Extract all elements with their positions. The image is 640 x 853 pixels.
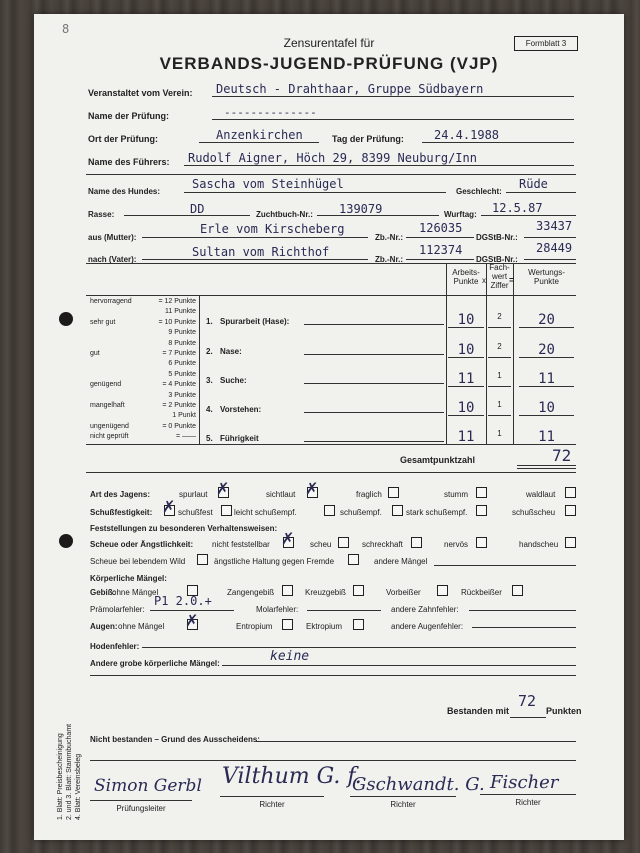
gebiss-opt-kreuz: Kreuzgebiß: [305, 588, 346, 597]
role-richter-3: Richter: [515, 798, 541, 807]
formblatt-box: Formblatt 3: [514, 36, 578, 51]
schuss-label: Schußfestigkeit:: [90, 508, 153, 517]
col-x-header: x: [482, 276, 486, 285]
name-pruefung-label: Name der Prüfung:: [88, 111, 170, 121]
fuehrer-value: Rudolf Aigner, Höch 29, 8399 Neuburg/Inn: [188, 151, 477, 165]
jagen-opt-spurlaut: spurlaut: [179, 490, 208, 499]
zuchtbuch-label: Zuchtbuch-Nr.:: [256, 210, 313, 219]
mutter-dgstb-value: 33437: [536, 219, 573, 233]
form-main-title: VERBANDS-JUGEND-PRÜFUNG (VJP): [159, 54, 499, 73]
row-points: 11: [457, 371, 475, 387]
checkbox-entropium[interactable]: [282, 619, 293, 630]
scale-label: nicht geprüft: [90, 433, 129, 441]
jagen-label: Art des Jagens:: [90, 490, 151, 499]
mutter-label: aus (Mutter):: [88, 233, 137, 242]
checkbox-stumm[interactable]: [476, 487, 487, 498]
row-score: 20: [538, 342, 555, 358]
checkbox-ektropium[interactable]: [353, 619, 364, 630]
col-arbeit-header: Arbeits- Punkte: [452, 268, 480, 286]
row-points: 10: [457, 312, 475, 328]
ort-value: Anzenkirchen: [216, 128, 303, 142]
scheue-opt-scheu: scheu: [310, 540, 332, 549]
row-label: Suche:: [220, 376, 247, 385]
role-pruefungsleiter: Prüfungsleiter: [116, 804, 166, 813]
scale-points: = 0 Punkte: [162, 422, 196, 430]
vater-value: Sultan vom Richthof: [192, 245, 330, 259]
checkbox-scheu[interactable]: [338, 537, 349, 548]
geschlecht-value: Rüde: [519, 177, 548, 191]
scale-points: 11 Punkte: [164, 308, 196, 316]
wurftag-label: Wurftag:: [444, 210, 477, 219]
augen-opt-ohne: ohne Mängel: [118, 622, 165, 631]
schuss-opt-schussfest: schußfest: [178, 508, 213, 517]
checkbox-waldlaut[interactable]: [565, 487, 576, 498]
row-factor: 2: [497, 312, 502, 321]
corner-mark: 8: [62, 22, 70, 36]
checkbox-schussempf[interactable]: [324, 505, 335, 516]
check-mark: ✗: [216, 479, 230, 498]
schuss-opt-schussscheu: schußscheu: [512, 508, 556, 517]
punch-hole: [59, 534, 73, 548]
zuchtbuch-value: 139079: [339, 202, 383, 216]
grobe-value: keine: [270, 649, 310, 664]
bestanden-pre: Bestanden mit: [447, 706, 510, 716]
gebiss-opt-rueckbeisser: Rückbeißer: [461, 588, 502, 597]
gebiss-opt-vorbeisser: Vorbeißer: [386, 588, 421, 597]
fuehrer-label: Name des Führers:: [88, 157, 170, 167]
scale-points: = 10 Punkte: [158, 318, 196, 326]
total-label: Gesamtpunktzahl: [400, 455, 476, 465]
praemolar-value: P1 2.0.+: [154, 594, 212, 608]
augenfehler-label: andere Augenfehler:: [391, 622, 464, 631]
scale-label: gut: [90, 350, 100, 357]
checkbox-leicht-schussempf[interactable]: [221, 505, 232, 516]
scale-points: 6 Punkte: [168, 360, 196, 368]
checkbox-schussscheu[interactable]: [565, 505, 576, 516]
row-score: 20: [538, 312, 555, 328]
scale-points: 1 Punkt: [172, 412, 196, 420]
augen-opt-ektropium: Ektropium: [306, 622, 343, 631]
checkbox-fraglich[interactable]: [388, 487, 399, 498]
checkbox-vorbeisser[interactable]: [437, 585, 448, 596]
row-points: 11: [457, 429, 475, 445]
scheue-opt-schreckhaft: schreckhaft: [362, 540, 403, 549]
vater-dgstb-label: DGStB-Nr.:: [476, 255, 518, 264]
signature-richter-1: Vilthum G. f.: [222, 764, 362, 789]
wild-label: Scheue bei lebendem Wild: [90, 557, 186, 566]
signature-richter-2: Gschwandt. G.: [352, 774, 485, 795]
hund-value: Sascha vom Steinhügel: [192, 177, 344, 191]
jagen-opt-stumm: stumm: [444, 490, 468, 499]
scale-label: sehr gut: [90, 318, 116, 326]
checkbox-handscheu[interactable]: [565, 537, 576, 548]
jagen-opt-fraglich: fraglich: [356, 490, 382, 499]
scale-points: = ——: [175, 433, 196, 441]
form-sheet: [34, 14, 624, 840]
name-pruefung-value: --------------: [224, 106, 317, 119]
vater-zb-label: Zb.-Nr.:: [375, 255, 403, 264]
gebiss-opt-ohne: ohne Mängel: [112, 588, 159, 597]
form-top-title: Zensurentafel für: [283, 36, 375, 50]
row-points: 10: [457, 342, 475, 358]
augen-opt-entropium: Entropium: [236, 622, 273, 631]
scale-points: = 2 Punkte: [162, 402, 196, 409]
nicht-bestanden-label: Nicht bestanden – Grund des Ausscheidens:: [90, 735, 260, 744]
col-eq-header: =: [509, 275, 515, 285]
role-richter-1: Richter: [259, 800, 285, 809]
scheue-opt-nervoes: nervös: [444, 540, 469, 549]
scale-points: = 12 Punkte: [158, 298, 196, 305]
augen-label: Augen:: [90, 622, 118, 631]
row-factor: 1: [497, 400, 502, 409]
zahnfehler-label: andere Zahnfehler:: [391, 605, 459, 614]
row-number: 2.: [206, 347, 213, 356]
checkbox-stark-schussempf[interactable]: [392, 505, 403, 516]
jagen-opt-sichtlaut: sichtlaut: [266, 490, 296, 499]
grobe-label: Andere grobe körperliche Mängel:: [90, 659, 220, 668]
scheue-opt-nicht: nicht feststellbar: [212, 540, 270, 549]
haltung-label: ängstliche Haltung gegen Fremde: [214, 557, 335, 566]
rasse-value: DD: [190, 202, 205, 216]
scale-points: 8 Punkte: [168, 339, 196, 347]
checkbox-schreckhaft[interactable]: [411, 537, 422, 548]
mutter-zb-value: 126035: [419, 221, 463, 235]
scale-points: 5 Punkte: [168, 370, 196, 378]
scale-label: mangelhaft: [90, 402, 125, 409]
scale-label: hervorragend: [90, 298, 132, 305]
bestanden-value: 72: [518, 692, 537, 710]
schuss-opt-leicht: leicht schußempf.: [234, 508, 297, 517]
scale-label: ungenügend: [90, 422, 129, 430]
row-factor: 1: [497, 429, 502, 438]
row-number: 5.: [206, 434, 213, 443]
schuss-opt-stark: stark schußempf.: [406, 508, 468, 517]
scheue-opt-handscheu: handscheu: [519, 540, 559, 549]
rasse-label: Rasse:: [88, 210, 115, 219]
hund-label: Name des Hundes:: [88, 187, 161, 196]
scale-points: = 7 Punkte: [162, 350, 196, 357]
check-mark: ✗: [305, 479, 319, 498]
row-score: 11: [538, 429, 555, 445]
col-wertung-header: Wertungs- Punkte: [528, 268, 565, 286]
checkbox-wild[interactable]: [197, 554, 208, 565]
checkbox-haltung[interactable]: [348, 554, 359, 565]
vater-label: nach (Vater):: [88, 255, 137, 264]
tag-label: Tag der Prüfung:: [332, 134, 404, 144]
scale-points: 9 Punkte: [168, 329, 196, 337]
gebiss-label: Gebiß:: [90, 588, 116, 597]
vater-dgstb-value: 28449: [536, 241, 573, 255]
koerper-label: Körperliche Mängel:: [90, 574, 167, 583]
row-factor: 1: [497, 371, 502, 380]
row-score: 11: [538, 371, 555, 387]
role-richter-2: Richter: [390, 800, 416, 809]
signature-richter-3: Fischer: [490, 772, 559, 793]
fest-label: Feststellungen zu besonderen Verhaltensweisen:: [90, 524, 278, 533]
checkbox-kreuzgebiss[interactable]: [353, 585, 364, 596]
tag-value: 24.4.1988: [434, 128, 500, 142]
scale-label: genügend: [90, 381, 122, 389]
side-note: 1. Blatt: Preisbescheinigung 2. und 3. Blatt: Stammbuchamt 4. Blatt: Vereinsbeleg: [57, 723, 82, 820]
gebiss-opt-zangen: Zangengebiß: [227, 588, 275, 597]
total-value: 72: [552, 446, 572, 465]
verein-value: Deutsch - Drahthaar, Gruppe Südbayern: [216, 82, 484, 96]
row-label: Nase:: [220, 347, 242, 356]
row-number: 3.: [206, 376, 213, 385]
andere-maengel-label: andere Mängel: [374, 557, 428, 566]
scale-points: = 4 Punkte: [162, 381, 196, 389]
punch-hole: [59, 312, 73, 326]
check-mark: ✗: [281, 529, 295, 548]
row-label: Spurarbeit (Hase):: [220, 317, 290, 326]
row-points: 10: [457, 400, 475, 416]
row-factor: 2: [497, 342, 502, 351]
hoden-label: Hodenfehler:: [90, 642, 140, 651]
verein-label: Veranstaltet vom Verein:: [88, 88, 193, 98]
jagen-opt-waldlaut: waldlaut: [526, 490, 556, 499]
checkbox-zangengebiss[interactable]: [282, 585, 293, 596]
row-label: Vorstehen:: [220, 405, 262, 414]
checkbox-rueckbeisser[interactable]: [512, 585, 523, 596]
scale-points: 3 Punkte: [168, 391, 196, 399]
row-score: 10: [538, 400, 555, 416]
check-mark: ✗: [162, 497, 176, 516]
mutter-dgstb-label: DGStB-Nr.:: [476, 233, 518, 242]
checkbox-schussscheu-box[interactable]: [476, 505, 487, 516]
signature-pruefungsleiter: Simon Gerbl: [94, 776, 202, 796]
praemolar-label: Prämolarfehler:: [90, 605, 145, 614]
wurftag-value: 12.5.87: [492, 201, 543, 215]
geschlecht-label: Geschlecht:: [456, 187, 502, 196]
row-label: Führigkeit: [220, 434, 259, 443]
scheue-label: Scheue oder Ängstlichkeit:: [90, 540, 194, 549]
row-number: 1.: [206, 317, 213, 326]
checkbox-nervoes[interactable]: [476, 537, 487, 548]
check-mark: ✗: [185, 611, 199, 630]
ort-label: Ort der Prüfung:: [88, 134, 158, 144]
bestanden-post: Punkten: [546, 706, 582, 716]
mutter-zb-label: Zb.-Nr.:: [375, 233, 403, 242]
row-number: 4.: [206, 405, 213, 414]
mutter-value: Erle vom Kirscheberg: [200, 222, 345, 236]
vater-zb-value: 112374: [419, 243, 463, 257]
col-fach-header: Fach- wert Ziffer: [489, 263, 510, 290]
schuss-opt-schussempf: schußempf.: [340, 508, 382, 517]
molar-label: Molarfehler:: [256, 605, 299, 614]
